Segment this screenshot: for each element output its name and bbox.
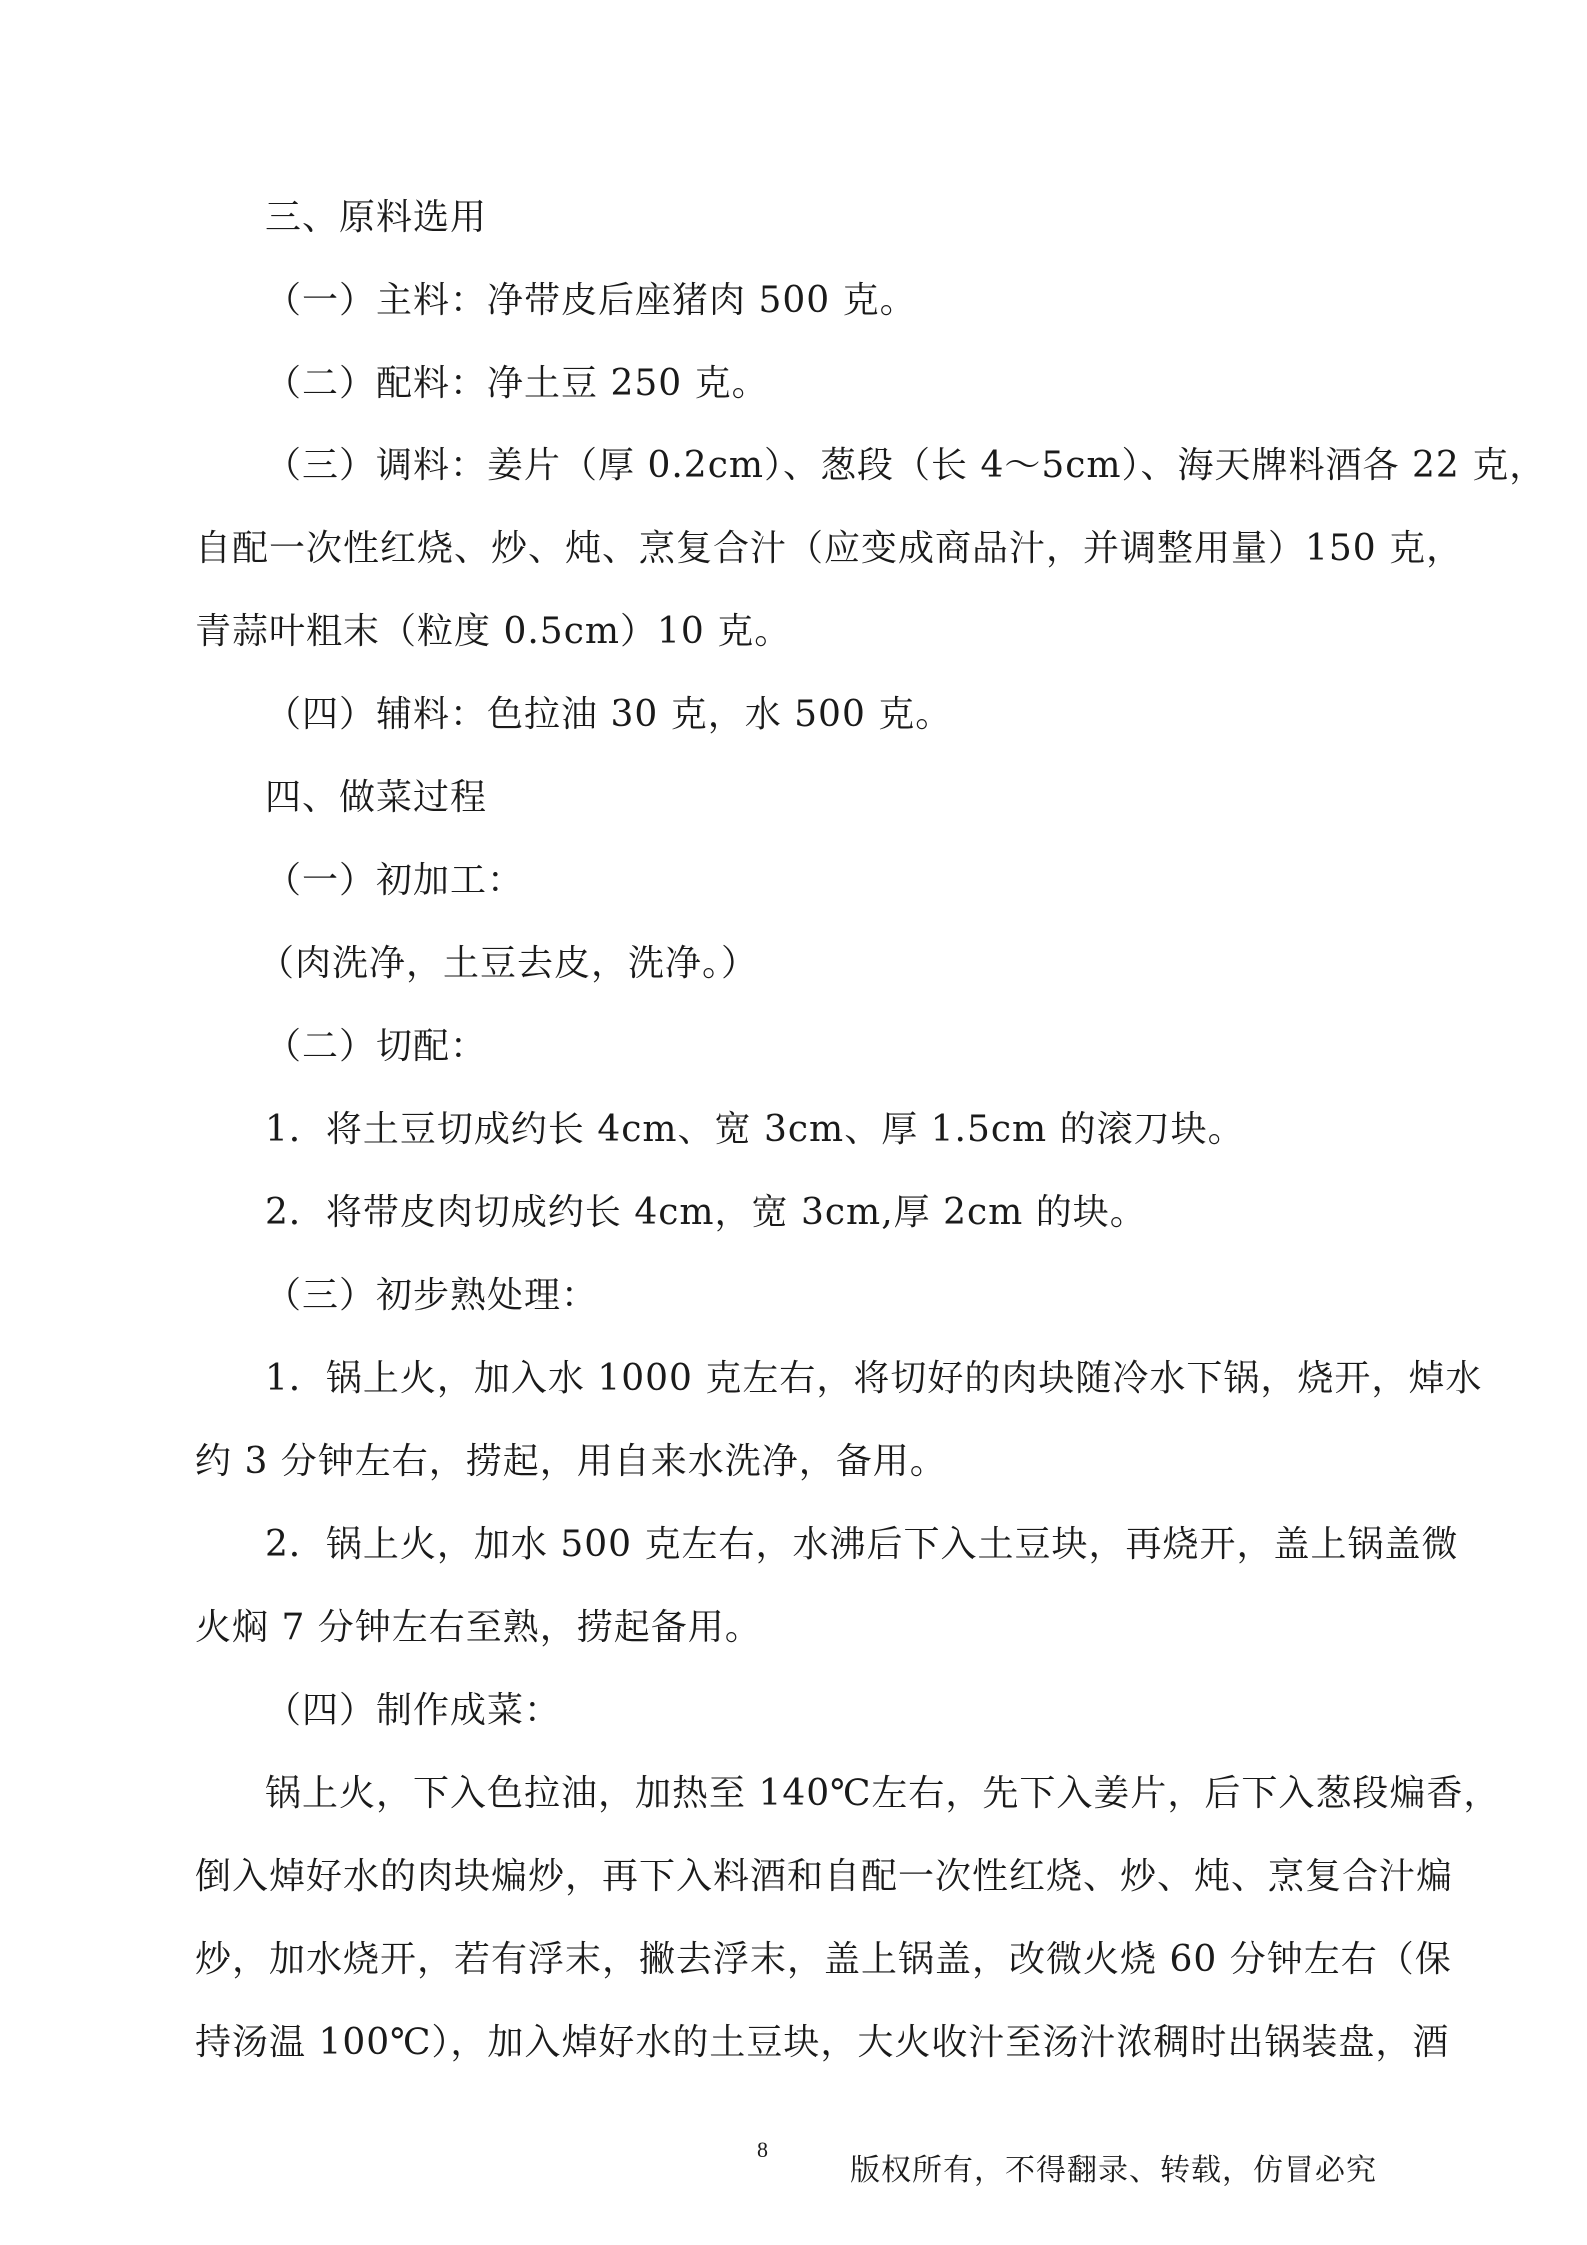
- subheading-cutting: （二）切配：: [265, 1026, 488, 1067]
- paragraph-side-ingredient: （二）配料：净土豆 250 克。: [265, 363, 769, 404]
- subheading-final-cooking: （四）制作成菜：: [265, 1690, 562, 1731]
- paragraph-final-cooking-line-1: 锅上火，下入色拉油，加热至 140℃左右，先下入姜片，后下入葱段煸香，: [265, 1773, 1501, 1814]
- copyright-footer: 版权所有，不得翻录、转载，仿冒必究: [850, 2153, 1377, 2188]
- section-heading-ingredients: 三、原料选用: [265, 197, 488, 238]
- paragraph-final-cooking-line-2: 倒入焯好水的肉块煸炒，再下入料酒和自配一次性红烧、炒、炖、烹复合汁煸: [195, 1856, 1454, 1897]
- paragraph-final-cooking-line-3: 炒，加水烧开，若有浮末，撇去浮末，盖上锅盖，改微火烧 60 分钟左右（保: [195, 1939, 1452, 1980]
- list-item-cut-pork: 2．将带皮肉切成约长 4cm，宽 3cm,厚 2cm 的块。: [265, 1192, 1147, 1233]
- paragraph-seasoning-line-1: （三）调料：姜片（厚 0.2cm）、葱段（长 4～5cm）、海天牌料酒各 22 克，: [265, 445, 1547, 486]
- paragraph-seasoning-line-3: 青蒜叶粗末（粒度 0.5cm）10 克。: [195, 611, 792, 652]
- paragraph-auxiliary: （四）辅料：色拉油 30 克，水 500 克。: [265, 694, 953, 735]
- list-item-blanch-pork-line-2: 约 3 分钟左右，捞起，用自来水洗净，备用。: [195, 1441, 947, 1482]
- list-item-boil-potato-line-1: 2．锅上火，加水 500 克左右，水沸后下入土豆块，再烧开，盖上锅盖微: [265, 1524, 1459, 1565]
- paragraph-seasoning-line-2: 自配一次性红烧、炒、炖、烹复合汁（应变成商品汁，并调整用量）150 克，: [195, 528, 1464, 569]
- paragraph-main-ingredient: （一）主料：净带皮后座猪肉 500 克。: [265, 280, 917, 321]
- list-item-cut-potato: 1．将土豆切成约长 4cm、宽 3cm、厚 1.5cm 的滚刀块。: [265, 1109, 1245, 1150]
- paragraph-initial-processing: （肉洗净，土豆去皮，洗净。）: [258, 943, 759, 984]
- list-item-boil-potato-line-2: 火焖 7 分钟左右至熟，捞起备用。: [195, 1607, 762, 1648]
- subheading-initial-processing: （一）初加工：: [265, 860, 525, 901]
- page-number: 8: [757, 2137, 768, 2162]
- section-heading-process: 四、做菜过程: [265, 777, 488, 818]
- subheading-pre-cooking: （三）初步熟处理：: [265, 1275, 599, 1316]
- list-item-blanch-pork-line-1: 1．锅上火，加入水 1000 克左右，将切好的肉块随冷水下锅，烧开，焯水: [265, 1358, 1483, 1399]
- paragraph-final-cooking-line-4: 持汤温 100℃），加入焯好水的土豆块，大火收汁至汤汁浓稠时出锅装盘，酒: [195, 2022, 1450, 2063]
